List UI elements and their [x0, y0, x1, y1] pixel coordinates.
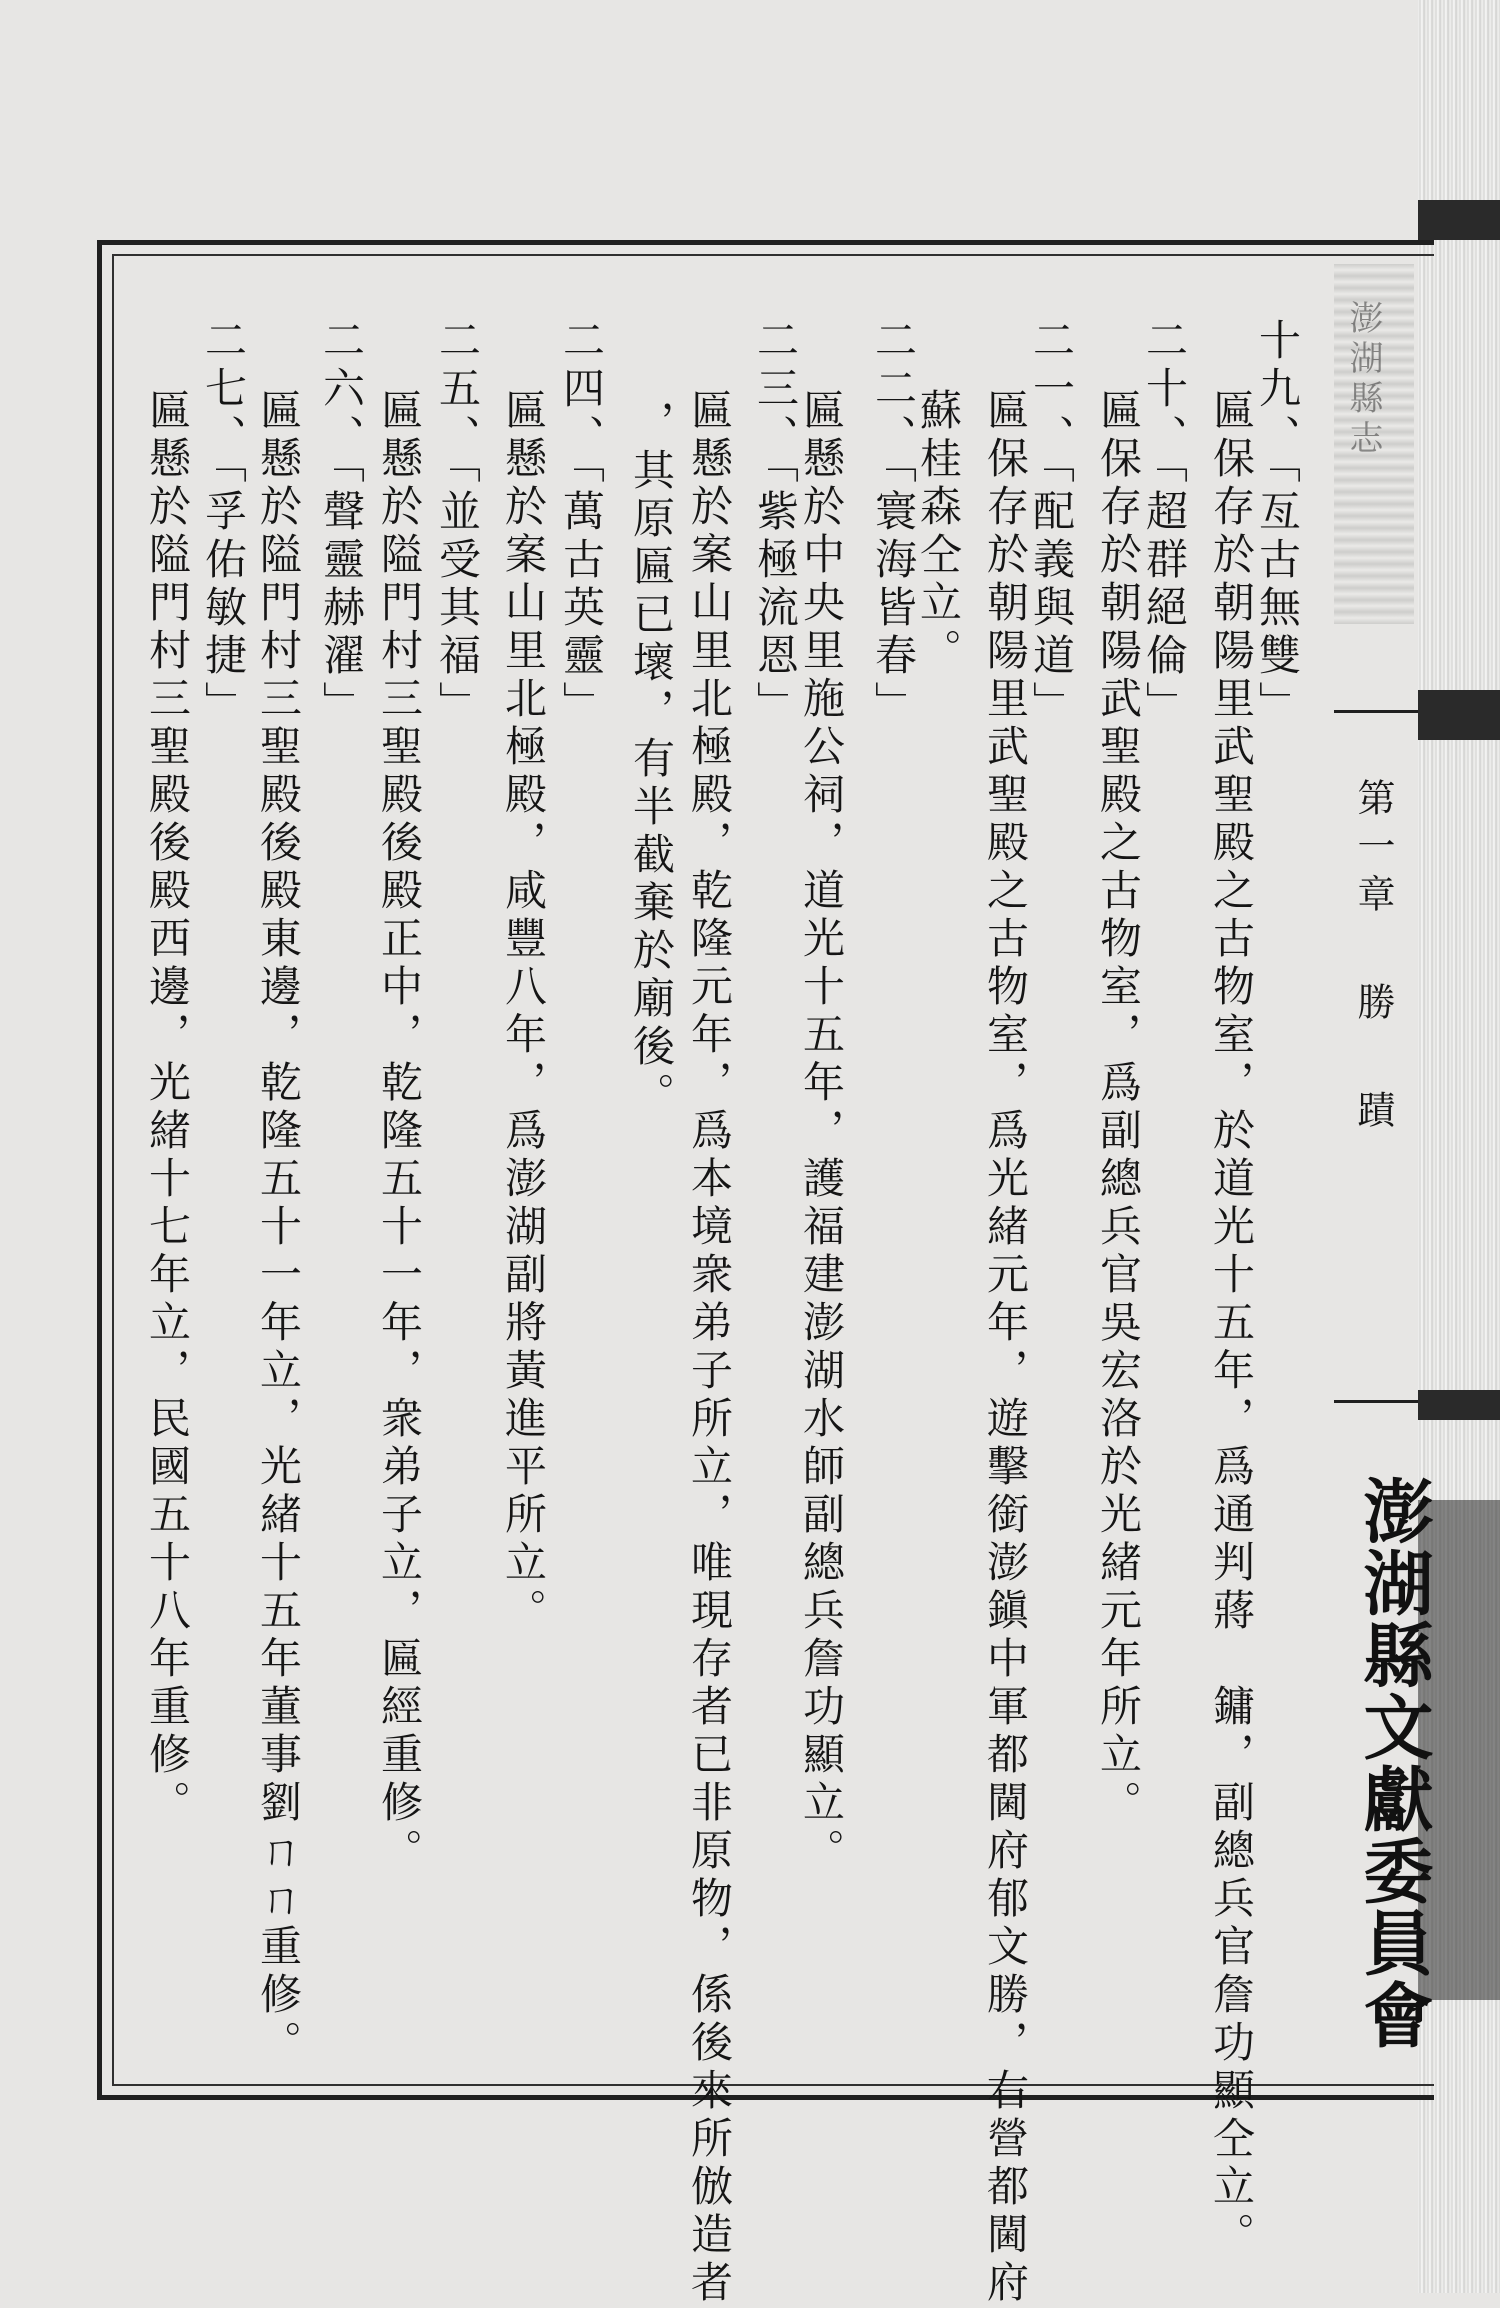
text-column: 匾懸於隘門村三聖殿後殿西邊，光緒十七年立，民國五十八年重修。 [143, 388, 192, 1828]
text-column: 二三、「紫極流恩」 [751, 318, 800, 729]
side-divider-top [1334, 710, 1418, 713]
text-column: 匾保存於朝陽里武聖殿之古物室，於道光十五年，爲通判蔣 鏞，副總兵官詹功顯仝立。 [1207, 388, 1256, 2260]
text-column: 二七、「孚佑敏捷」 [199, 318, 248, 729]
section-char-a: 勝 [1351, 982, 1395, 1030]
text-column: 二二、「寰海皆春」 [869, 318, 918, 729]
text-column: 匾懸於隘門村三聖殿後殿正中，乾隆五十一年，衆弟子立，匾經重修。 [375, 388, 424, 1876]
text-column: 匾懸於隘門村三聖殿後殿東邊，乾隆五十一年立，光緒十五年董事劉ㄇㄇ重修。 [254, 388, 303, 2068]
text-column: 匾懸於案山里北極殿，乾隆元年，爲本境衆弟子所立，唯現存者已非原物，係後來所倣造者 [685, 388, 734, 2308]
text-column: 二一、「配義與道」 [1027, 318, 1076, 729]
chapter-heading [1346, 778, 1401, 1138]
text-column: 匾保存於朝陽里武聖殿之古物室，爲光緒元年，遊擊銜澎鎭中軍都閫府郁文勝，右營都閫府 [981, 388, 1030, 2308]
text-column: 二五、「並受其福」 [433, 318, 482, 729]
side-header: 澎湖縣志 [1343, 300, 1383, 460]
text-column: 匾保存於朝陽武聖殿之古物室，爲副總兵官吳宏洛於光緒元年所立。 [1094, 388, 1143, 1828]
publisher-name: 澎湖縣文獻委員會 [1352, 1475, 1435, 2051]
chapter-number: 第一章 [1351, 778, 1395, 922]
side-divider-bottom [1334, 1400, 1418, 1403]
text-column: 蘇桂森仝立。 [914, 388, 963, 676]
text-column: 二四、「萬古英靈」 [557, 318, 606, 729]
text-column: 二六、「聲靈赫濯」 [317, 318, 366, 729]
text-column: 二十、「超群絕倫」 [1140, 318, 1189, 729]
section-char-b: 蹟 [1351, 1090, 1395, 1138]
edge-mark [1418, 200, 1500, 240]
text-column: 匾懸於案山里北極殿，咸豐八年，爲澎湖副將黃進平所立。 [499, 388, 548, 1636]
text-column: 十九、「亙古無雙」 [1253, 318, 1302, 729]
text-column: 匾懸於中央里施公祠，道光十五年，護福建澎湖水師副總兵詹功顯立。 [797, 388, 846, 1876]
text-column: ，其原匾已壞，有半截棄於廟後。 [627, 400, 676, 1120]
